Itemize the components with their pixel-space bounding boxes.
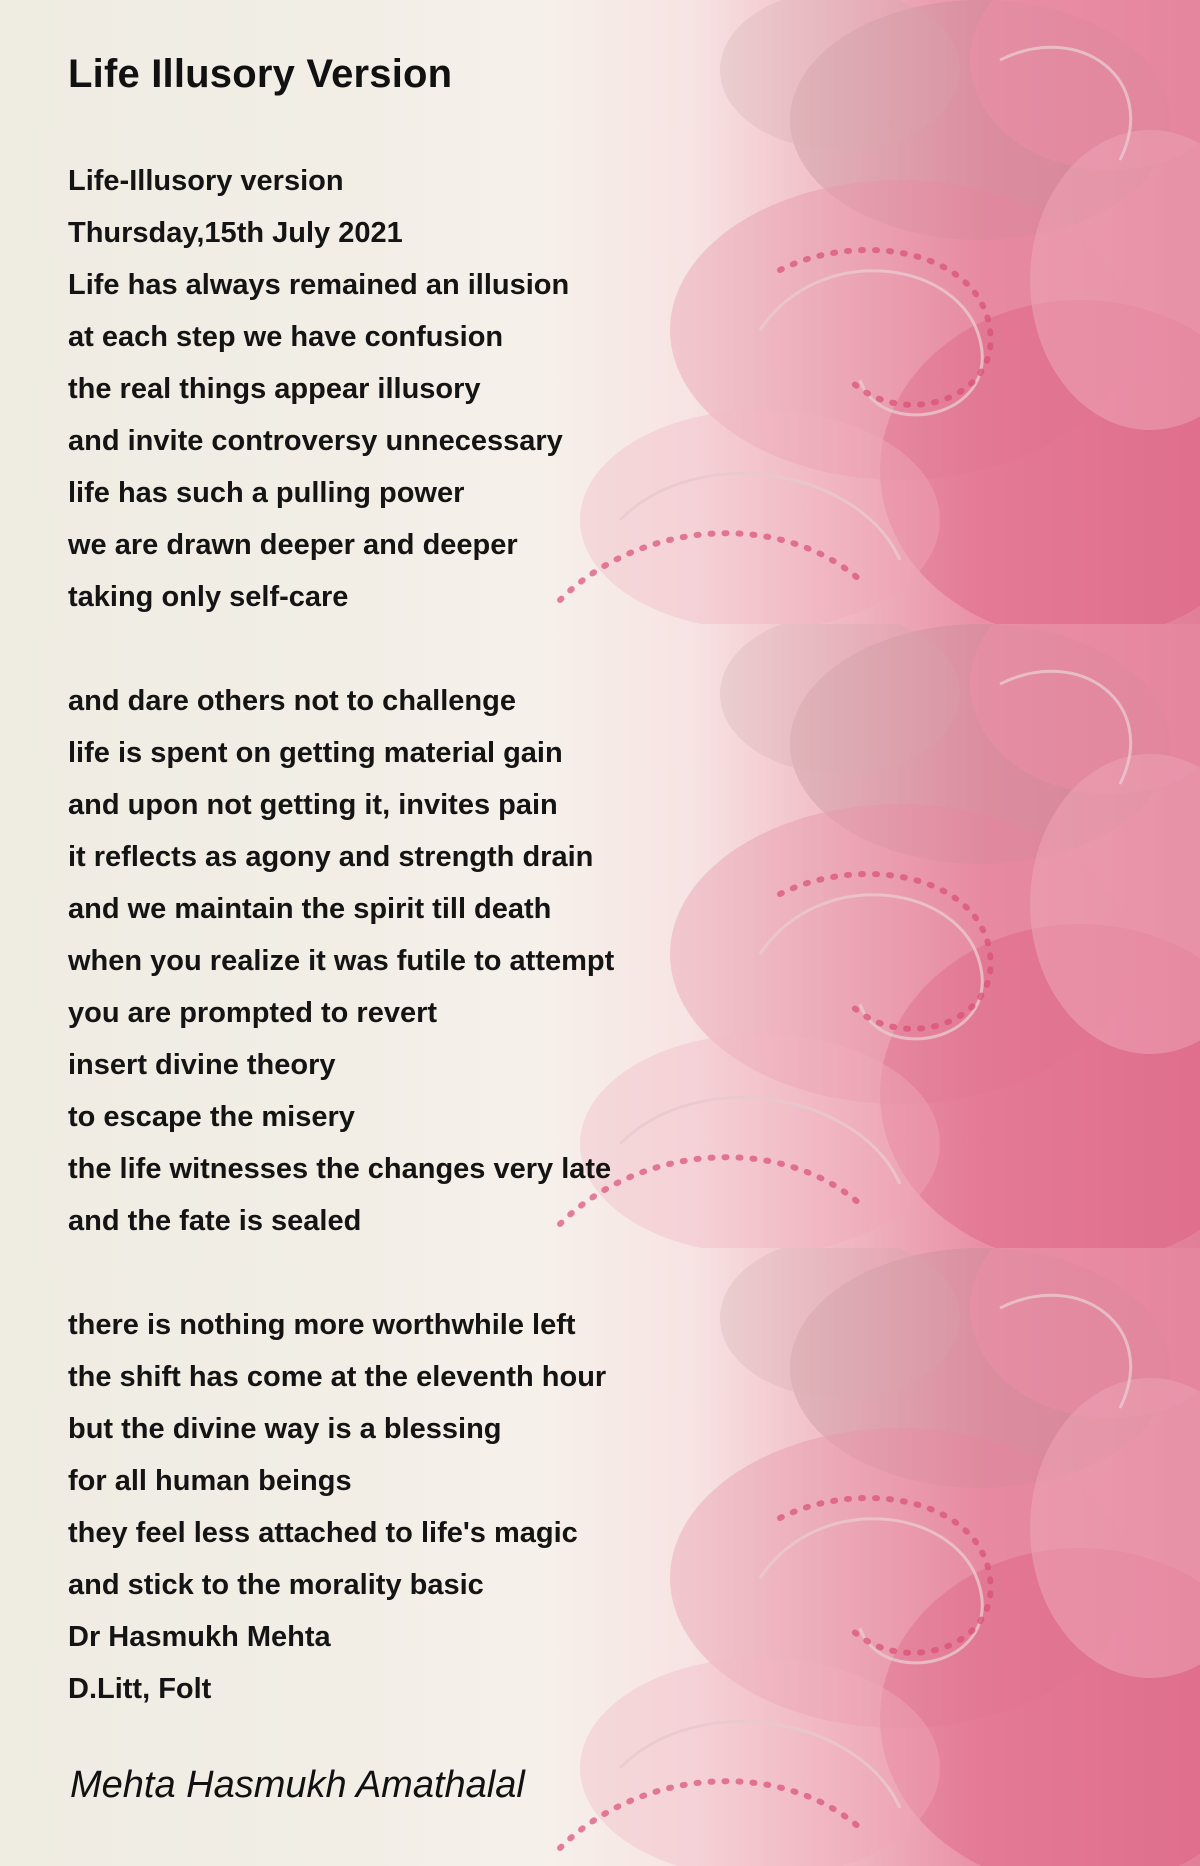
poem-line: and upon not getting it, invites pain	[68, 789, 558, 821]
poem-line: the real things appear illusory	[68, 373, 481, 405]
poem-line: insert divine theory	[68, 1049, 336, 1081]
poem-line: and dare others not to challenge	[68, 685, 516, 717]
poem-author: Mehta Hasmukh Amathalal	[70, 1764, 525, 1806]
poem-signature-credentials: D.Litt, Folt	[68, 1673, 212, 1705]
poem-line: taking only self-care	[68, 581, 349, 613]
poem-line: we are drawn deeper and deeper	[68, 529, 518, 561]
poem-line: and invite controversy unnecessary	[68, 425, 563, 457]
poem-line: for all human beings	[68, 1465, 352, 1497]
stanza-break	[68, 623, 614, 675]
poem-line: the life witnesses the changes very late	[68, 1153, 612, 1185]
poem-line: and stick to the morality basic	[68, 1569, 484, 1601]
poem-line: it reflects as agony and strength drain	[68, 841, 594, 873]
poem-line: and we maintain the spirit till death	[68, 893, 552, 925]
poem-title: Life Illusory Version	[68, 52, 453, 96]
poem-line: and the fate is sealed	[68, 1205, 362, 1237]
poem-signature-name: Dr Hasmukh Mehta	[68, 1621, 331, 1653]
poem-line: Thursday,15th July 2021	[68, 217, 403, 249]
poem-line: they feel less attached to life's magic	[68, 1517, 578, 1549]
stanza-break	[68, 1247, 614, 1299]
poem-line: Life-Illusory version	[68, 165, 344, 197]
poem-line: at each step we have confusion	[68, 321, 504, 353]
poem-line: to escape the misery	[68, 1101, 355, 1133]
poem-lines	[68, 155, 614, 1715]
poem-line: the shift has come at the eleventh hour	[68, 1361, 607, 1393]
poem-line: but the divine way is a blessing	[68, 1413, 502, 1445]
poem-line: when you realize it was futile to attempt	[68, 945, 615, 977]
poem-line: life has such a pulling power	[68, 477, 465, 509]
poem-line: life is spent on getting material gain	[68, 737, 563, 769]
poem-line: you are prompted to revert	[68, 997, 438, 1029]
poem-line: Life has always remained an illusion	[68, 269, 570, 301]
poem-line: there is nothing more worthwhile left	[68, 1309, 576, 1341]
